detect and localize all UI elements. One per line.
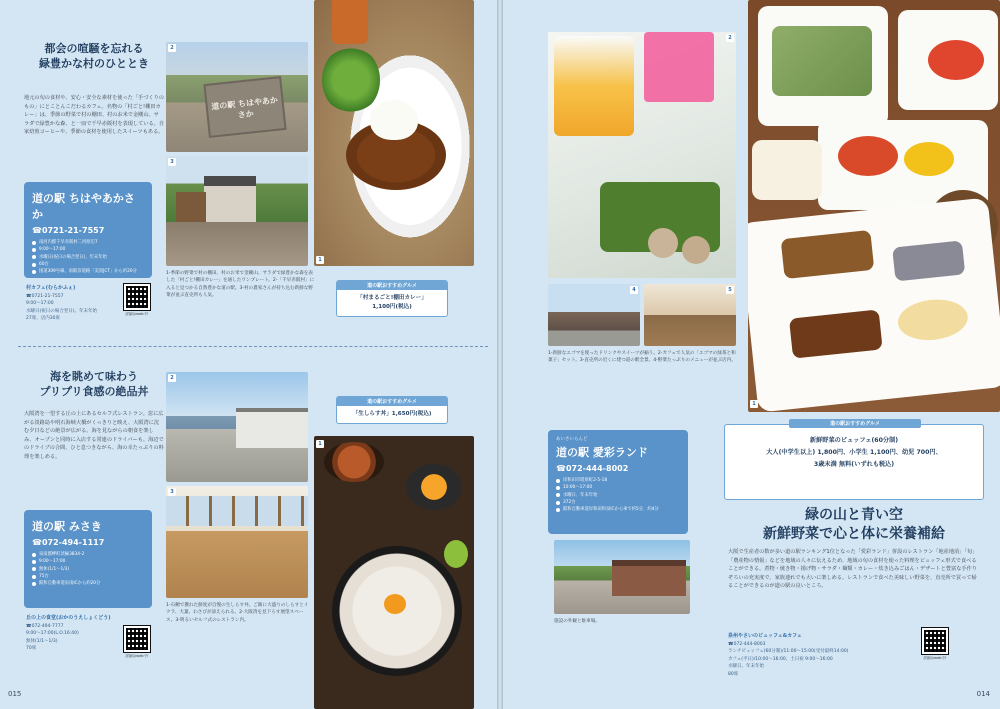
parking-icon: [32, 263, 36, 267]
roadside-sign-photo: 道の駅 ちはやあかさか 2: [166, 42, 308, 152]
windows: [166, 496, 308, 526]
clock-icon: [32, 248, 36, 252]
right-page: [500, 0, 1000, 709]
aisai-land-info-card: あいさいらんど 道の駅 愛彩ランド ☎072-444-8002 岸和田市塔原町2-5-18 10:00〜17:00 水曜日、年末年始 372台 阪和自動車道岸和田和泉ICから車で約5分、約4分: [548, 430, 688, 534]
tomato-salad: [928, 40, 984, 80]
building: [236, 408, 308, 448]
address-icon: [556, 479, 560, 483]
wooden-shed: [176, 192, 206, 222]
section1-body: 地元の旬の食材や、安心・安全な素材を使った「手づくりのもの」にとことんこだわるカフェ。名物の「村ごと!棚田カレー」は、季節の野菜で村の棚田、村のお米で金剛山。サラダで緑豊かな森、と一皿で千早赤阪村を表現している。自家焙煎コーヒーや、季節の食材を使用したスイーツもある。: [24, 95, 165, 136]
main-platter: [748, 197, 1000, 412]
misaki-info-card: 道の駅 みさき ☎072-494-1117 泉南郡岬町淡輪3834-2 9:00〜17:00 無休(1/1〜1/3) 75台 阪和自動車道泉南ICから約20分: [24, 510, 152, 608]
wasabi: [444, 540, 468, 568]
station-phone[interactable]: ☎072-494-1117: [32, 538, 105, 547]
page-number: 015: [8, 690, 22, 698]
plate: [898, 10, 998, 110]
shirasu-don-photo: 1: [314, 436, 474, 709]
grilled-fish: [892, 240, 965, 281]
car-icon: [556, 508, 560, 512]
plate: [752, 140, 822, 200]
wooden-sign: 道の駅 ちはやあかさか: [203, 76, 286, 138]
station-phone[interactable]: ☎0721-21-7557: [32, 226, 105, 235]
station-name: 道の駅 愛彩ランド: [556, 446, 648, 459]
restaurant-interior-photo: 3: [166, 486, 308, 598]
chihaya-info-card: 道の駅 ちはやあかさか ☎0721-21-7557 南河内郡千早赤阪村二河原辺7 9:00〜17:00 水曜日(祝日の場合翌日)、年末年始 60台 国道309号線、南阪奈道路「美原JCT」から約20分: [24, 182, 152, 278]
cookie: [648, 228, 678, 258]
station-exterior-photo: 4: [548, 284, 640, 346]
qr-code[interactable]: [124, 626, 150, 652]
side-dish: [406, 464, 462, 510]
building: [612, 560, 686, 596]
page-number: 014: [976, 690, 990, 698]
grilled-chicken: [781, 230, 875, 279]
section-divider: [18, 346, 488, 347]
car-icon: [32, 270, 36, 274]
qr-label: 詳細はwebで!: [125, 654, 149, 658]
clock-icon: [556, 486, 560, 490]
section2-caption: 1-石鯛で獲れた鮮度が自慢の生しらす丼。ご飯に大盛りのしらすとイクラ、大葉、わさびが添えられる。2-大阪湾を見下ろす展望スペース。3-明るいセルフ式のレストラン内。: [166, 603, 309, 623]
station-name: 道の駅 みさき: [32, 520, 102, 533]
roast-meat: [789, 309, 883, 358]
right-caption: 1-新鮮なエゴマを使ったドリンクやスイーツが揃う。2-カフェで人気の「エゴマの緑茶と和菓子」セット。3-直売所の近くに建つ道の駅全景。4-野菜たっぷりのメニューが並ぶ店内。: [548, 351, 736, 364]
station-phone[interactable]: ☎072-444-8002: [556, 464, 629, 473]
car-icon: [32, 582, 36, 586]
right-headline: 緑の山と青い空 新鮮野菜で心と体に栄養補給: [763, 507, 945, 542]
qr-label: 詳細はwebで!: [923, 656, 947, 660]
curry-plate-photo: 1: [314, 0, 474, 266]
seaside-terrace-photo: 2: [166, 372, 308, 482]
section2-headline: 海を眺めて味わう プリプリ食感の絶品丼: [39, 370, 149, 398]
miso-soup: [324, 442, 384, 482]
closed-icon: [32, 255, 36, 259]
section2-body: 大阪湾を一望する丘の上にあるセルフ式レストラン。窓に広がる淡路島や明石海峡大橋がくっきりと映え、大阪湾に沈む夕日などの絶景が広がる。海を見ながらの朝食を楽しみ、オープンと同時に入店する常連のドライバーも。海辺でのドライブの合間、ひと息つきながら、海の幸たっぷりの料理を楽しめる。: [24, 411, 164, 460]
misaki-restaurant-info: 丘の上の食堂(おかのうえしょくどう) ☎072-494-7777 9:00〜17:00(L.O.16:40) 無休(1/1〜1/3) 70席: [26, 614, 121, 653]
building: [204, 176, 256, 222]
closed-icon: [32, 567, 36, 571]
salad: [322, 46, 380, 114]
closed-icon: [556, 493, 560, 497]
grilled-vegetables: [772, 26, 872, 96]
juice-glass: [554, 36, 634, 136]
cookie: [682, 236, 710, 264]
pasta: [896, 296, 970, 343]
clock-icon: [32, 560, 36, 564]
building-caption: 施設の外観と駐車場。: [554, 619, 600, 624]
right-body: 大阪で生産者の数が多い道の駅ランキング1位となった「愛彩ランド」併設のレストラン「地産地消」「旬」「農産物の情報」などを地域の人々に伝えるため、地域の旬の食材を使った料理をビュッフェ形式で食べることができる。煮物・焼き物・揚げ物・サラダ・麺類・カレー・炊き込みごはん・デザートと豊富な手作りぞろいの充実度で、家族連れでも大いに楽しめる。レストランで食べた美味しい野菜を、直売所で買って帰ることができるのが道の駅の良いところ。: [728, 549, 978, 590]
tomato: [838, 136, 898, 176]
drink-glass: [332, 0, 368, 44]
egg-yolk: [384, 594, 406, 614]
parking-icon: [556, 501, 560, 505]
chihaya-cafe-info: 村カフェ(むらかふぇ) ☎0721-21-7557 9:00〜17:00 水曜日(祝日の場合翌日)、年末年始 27席、店内30席: [26, 284, 121, 323]
corn: [904, 142, 954, 176]
qr-code[interactable]: [124, 284, 150, 310]
section2-recommend-tag: 道の駅おすすめグルメ 「生しらす丼」1,650円(税込): [336, 396, 448, 424]
address-icon: [32, 241, 36, 245]
right-recommend-box: 道の駅おすすめグルメ 新鮮野菜のビュッフェ(60分制) 大人(中学生以上) 1,800円、小学生 1,100円、幼児 700円、 3歳未満 無料(いずれも税込): [724, 424, 984, 500]
drinks-and-sweets-photo: 2: [548, 32, 736, 278]
section1-recommend-tag: 道の駅おすすめグルメ 「村まるごと!棚田カレー」 1,100円(税込): [336, 280, 448, 317]
book-spine: [497, 0, 503, 709]
pink-drink: [644, 32, 714, 102]
station-name: 道の駅 ちはやあかさか: [32, 192, 135, 221]
cafe-phone[interactable]: ☎0721-21-7557: [26, 293, 64, 299]
qr-code[interactable]: [922, 628, 948, 654]
rice-mound: [370, 100, 418, 140]
buffet-interior-photo: 5: [644, 284, 736, 346]
section1-caption: 1-季節の野菜で村の棚田、村のお米で金剛山、サラダで緑豊かな森を表した「村ごと!棚田カレー」を通したワンプレート。2-「千早赤阪村」に入ると見つかる自然豊かな道の駅。3-村の農家さんが持ち込む新鮮な野菜が並ぶ直売所も人気。: [166, 271, 315, 299]
buffet-plates-photo: 1: [748, 0, 1000, 412]
buffet-info: 泉州やさいのビュッフェ&カフェ ☎072-444-8003 ランチビュッフェ(60分制)/11:00〜15:00(受付最終14:00) カフェ(平日)/10:00〜16:00、土日祝 9:00〜16:00 水曜日、年末年始 80席: [728, 632, 928, 679]
qr-label: 詳細はwebで!: [125, 312, 149, 316]
parking-icon: [32, 575, 36, 579]
restaurant-phone[interactable]: ☎072-494-7777: [26, 623, 64, 629]
building-photo: [554, 540, 690, 614]
address-icon: [32, 553, 36, 557]
shop-exterior-photo: 3: [166, 156, 308, 266]
buffet-phone[interactable]: ☎072-444-8003: [728, 641, 766, 647]
section1-headline: 都会の喧騒を忘れる 緑豊かな村のひととき: [39, 42, 149, 70]
plate: [758, 6, 888, 126]
